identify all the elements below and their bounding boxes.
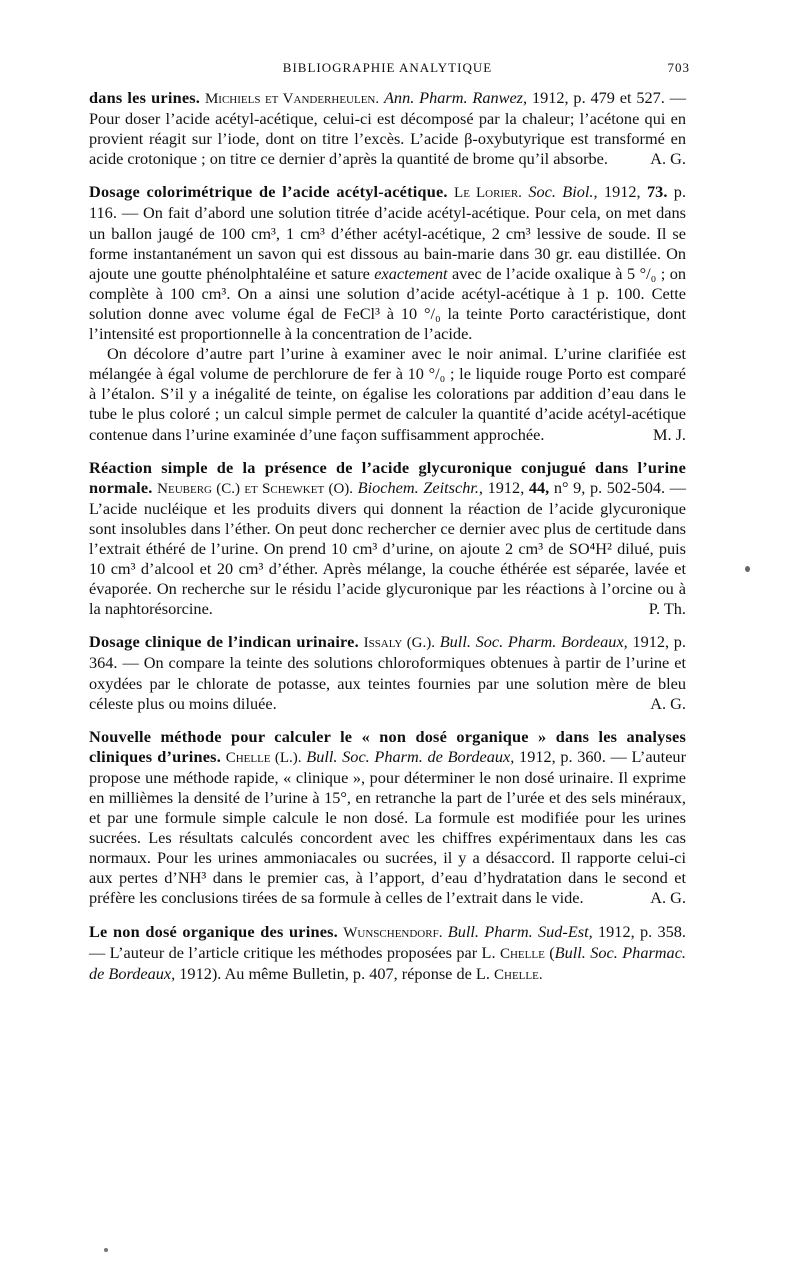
book-page xyxy=(89,60,690,998)
entry-signature: A. G. xyxy=(650,888,686,908)
entry-signature: A. G. xyxy=(650,149,686,169)
entry-body: — L’acide nucléique et les produits divers qui donnent la réaction de l’acide glycuronique sont insolubles dans l’éther. On peut donc rechercher ce dernier avec plus de certitude dans l’extrait éthéré de l’urine. On prend 10 cm³ d’urine, on ajoute 2 cm³ de SO⁴H² dilué, puis 10 cm³ d’alcool et 20 cm³ d’éther. Après mélange, la couche éthérée est séparée, lavée et évaporée. On recherche sur le résidu l’acide glycuronique par les réactions à l’orcine ou à la naphtorésorcine. xyxy=(89,477,687,619)
entry-signature: M. J. xyxy=(652,424,686,444)
entry-author: Chelle (L.). xyxy=(225,749,302,766)
entry-journal: Bull. Soc. Pharm. de Bordeaux, xyxy=(306,746,515,766)
entry-reference: 1912, p. 360. xyxy=(519,746,606,766)
entry-body: — L’auteur de l’article critique les méthodes proposées par L. xyxy=(89,942,496,962)
entry-author: Issaly (G.). xyxy=(363,635,436,652)
entry-reference: 1912, p. 358. xyxy=(598,921,686,941)
entry-journal: Ann. Pharm. Ranwez, xyxy=(383,88,528,107)
running-title: BIBLIOGRAPHIE ANALYTIQUE xyxy=(282,60,493,75)
paren-open: ( xyxy=(549,942,555,962)
entry-reference: 1912, xyxy=(487,477,525,497)
entry-signature: A. G. xyxy=(650,693,686,713)
entry-reference: 1912, p. 479 et 527. xyxy=(531,88,665,107)
entry-body: — Pour doser l’acide acétyl-acétique, celui-ci est décomposé par la chaleur; l’acétone qui en provient réagit sur l’iode, dont on titre l’excès. L’acide β-oxybutyrique est transformé en acide crotonique ; on titre ce dernier d’après la quantité de brome qu’il absorbe. xyxy=(89,88,686,169)
entry-title: dans les urines. xyxy=(89,88,201,107)
abstract-entry xyxy=(89,182,686,444)
entry-author: Neuberg (C.) et Schewket (O). xyxy=(157,480,354,497)
entry-journal: Bull. Soc. Pharm. Bordeaux, xyxy=(439,632,628,652)
page-header xyxy=(89,60,690,82)
page-number: 703 xyxy=(667,60,690,75)
entry-body: — On fait d’abord une solution titrée d’acide acétyl-acétique. Pour cela, on met dans un ballon jaugé de 100 cm³, 1 cm³ d’éther acétyl-acétique, 2 cm³ lessive de soude. Il se forme instantanément un savon qui est dissous au bain-marie dans 30 gr. eau distillée. On ajoute une goutte phénolphtaléine et sature xyxy=(89,203,686,283)
entry-author: Michiels et Vanderheulen. xyxy=(204,91,380,107)
entry-body: — L’auteur propose une méthode rapide, « clinique », pour déterminer le non dosé urinaire. Il exprime en millièmes la densité de l’urine à 15°, en retranche la part de l’urée et des sels minéraux, et par une formule simple calcule le non dosé. La formule est modifiée pour les urines sucrées. Les résultats calculés concordent avec les chiffres expérimentaux dans les cas normaux. Pour les urines ammoniacales ou sucrées, il y a désaccord. Il rapporte celui-ci aux pertes d’NH³ dans le premier cas, à l’apport, d’eau d’hydratation dans le second et préfère les conclusions tirées de sa formule à celles de l’extrait dans le vide. xyxy=(89,746,686,908)
entry-signature: P. Th. xyxy=(648,599,686,619)
entry-title: Le non dosé organique des urines. xyxy=(89,921,338,941)
entry-paragraph: On décolore d’autre part l’urine à examiner avec le noir animal. L’urine clarifiée est mélangée à égal volume de perchlorure de fer à 10 °/₀ ; le liquide rouge Porto est comparé à l’étalon. S’il y a inégalité de teinte, on égalise les colorations par addition d’eau dans le tube le plus coloré ; un calcul simple permet de calculer la quantité d’acide acétyl-acétique contenue dans l’urine examinée d’une façon suffisamment approchée. xyxy=(89,344,686,444)
margin-speck xyxy=(104,1248,108,1252)
entry-emphasis: exactement xyxy=(374,263,448,283)
margin-speck xyxy=(745,566,750,572)
entry-journal: Biochem. Zeitschr., xyxy=(357,477,483,497)
entry-body: — On compare la teinte des solutions chloroformiques obtenues à partir de l’urine et oxydées par le chlorate de potasse, aux teintes fournies par une solution mère de bleu céleste plus ou moins diluée. xyxy=(89,653,686,713)
entry-title: Nouvelle méthode pour calculer le « non dosé organique » dans les analyses cliniques d’urines. xyxy=(89,726,686,766)
entry-tail: 1912). Au même Bulletin, p. 407, réponse de L. xyxy=(179,963,490,983)
entry-reference: 1912, xyxy=(603,182,641,202)
entry-author: Wunschendorf. xyxy=(343,924,443,941)
abstract-entry xyxy=(89,632,686,713)
entry-volume: 44, xyxy=(528,477,550,497)
entry-journal: Bull. Pharm. Sud-Est, xyxy=(447,921,593,941)
cited-journal: Bull. Soc. Pharmac. de Bordeaux, xyxy=(89,942,686,983)
entry-reference: 1912, p. 364. xyxy=(89,632,686,673)
entry-title: Réaction simple de la présence de l’acide glycuronique conjugué dans l’urine normale. xyxy=(89,457,686,497)
entry-body-continued: avec de l’acide oxalique à 5 °/₀ ; on complète à 100 cm³. On a ainsi une solution d’acide acétyl-acétique à 1 p. 100. Cette solution donne avec volume égal de FeCl³ à 10 °/₀ la teinte Porto caractéristique, dont l’intensité est proportionnelle à la concentration de l’acide. xyxy=(89,263,686,344)
abstract-entry xyxy=(89,727,686,909)
abstract-entry xyxy=(89,922,686,985)
abstract-entry xyxy=(89,458,686,620)
entry-author: Le Lorier. xyxy=(454,185,522,202)
entry-reference-page: n° 9, p. 502-504. xyxy=(553,477,666,497)
cited-author: Chelle xyxy=(499,945,545,962)
entry-title: Dosage clinique de l’indican urinaire. xyxy=(89,632,359,652)
abstract-entry xyxy=(89,88,686,169)
entry-journal: Soc. Biol., xyxy=(528,182,598,202)
entry-reference-page: p. 116. xyxy=(89,182,687,223)
cited-author-reply: Chelle. xyxy=(494,966,543,983)
entry-volume: 73. xyxy=(647,182,668,202)
entry-title: Dosage colorimétrique de l’acide acétyl-acétique. xyxy=(89,182,448,202)
